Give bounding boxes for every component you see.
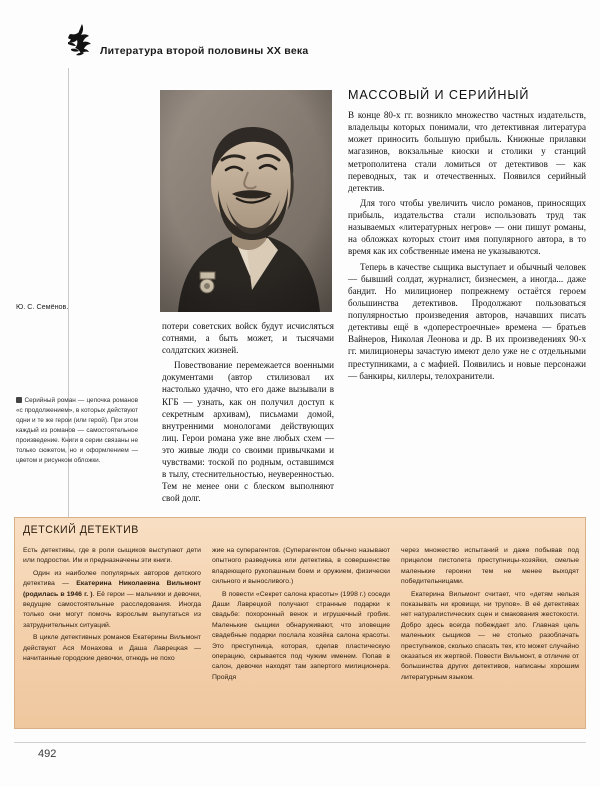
paragraph-lead: Один из наиболее популярных авторов детского детектива — <box>23 569 201 588</box>
paragraph: Есть детективы, где в роли сыщиков выступают дети или подростки. Им и предназначены эти книги. <box>23 547 201 565</box>
paragraph: Теперь в качестве сыщика выступает и обычный человек — бывший солдат, журналист, бизнесмен, а иногда... даже бандит. Но милиционер попрежнему остаётся героем большинства детективов. Продолжают пользоваться популярностью произведения авторов, начавших писать детективы ещё в «доперестроечные» времена — братьев Вайнеров, Николая Леонова и др. В их произведениях 90-х гг. милиционеры зачастую имеют дело уже не с отдельными преступниками, а с мафией. Появились и новые персонажи — банкиры, киллеры, телохранители. <box>348 261 586 381</box>
page-header <box>0 18 600 70</box>
middle-text-column <box>162 320 334 507</box>
right-text-column <box>348 88 586 385</box>
photo-caption: Ю. С. Семёнов. <box>16 302 69 311</box>
leaf-ornament-icon <box>62 22 102 62</box>
page-number: 492 <box>38 748 57 760</box>
paragraph: потери советских войск будут исчисляться сотнями, а быть может, и тысячами солдатских жизней. <box>162 321 334 356</box>
sidebar-box-column-3 <box>401 546 579 724</box>
paragraph: Для того чтобы увеличить число романов, приносящих прибыль, издательства стали использовать труд так называемых «литературных негров» — они пишут романы, на обложках которых стоит имя популярного автора, в то время как их собственные имена не указываются. <box>348 197 586 257</box>
paragraph: В повести «Секрет салона красоты» (1998 г.) соседи Даши Лаврецкой получают странные подарки к свадьбе: похоронный венок и игрушечный гробик. Маленькие сыщики обнаруживают, что зловещие свадебные подарки послала хозяйка салона красоты. Это преступница, которая, сделав пластическую операцию, скрывается под чужим именем. Попав в салон, девочки находят там запертого милиционера. Пройдя <box>212 590 390 681</box>
margin-note-text: Серийный роман — цепочка романов «с продолжением», в которых действуют одни и те же герои (или герой). При этом каждый из романов — самостоятельное произведение. Книги в серии связаны не только сюжетом, но и оформлением — цветом и рисунком обложки. <box>16 397 138 464</box>
sidebar-box <box>14 517 586 729</box>
paragraph: жие на суперагентов. (Суперагентом обычно называют опытного разведчика или детектива, в совершенстве владеющего рукопашным боем и оружием, физически сильного и выносливого.) <box>212 547 390 586</box>
paragraph: через множество испытаний и даже побывав под прицелом пистолета преступницы-хозяйки, смелые маленькие героини тем не менее выходят победительницами. <box>401 547 579 586</box>
section-title: МАССОВЫЙ И СЕРИЙНЫЙ <box>348 88 530 102</box>
paragraph: В цикле детективных романов Екатерины Вильмонт действуют Ася Монахова и Даша Лаврецкая — начитанные городские девочки, отнюдь не похо <box>23 634 201 662</box>
sidebar-box-column-1 <box>23 546 201 724</box>
paragraph-tail: . Её герои — мальчики и девочки, ведущие самостоятельные расследования. Иногда только они могут помочь взрослым выпутаться из затруднительных ситуаций. <box>23 590 201 629</box>
portrait-photo-icon <box>160 90 332 312</box>
sidebar-box-columns <box>23 546 579 724</box>
running-title: Литература второй половины XX века <box>100 45 309 57</box>
paragraph <box>23 569 201 631</box>
margin-note <box>16 396 138 465</box>
sidebar-box-column-2 <box>212 546 390 724</box>
footer-rule <box>14 742 586 743</box>
paragraph: Повествование перемежается военными документами (автор стилизовал их настолько удачно, что его даже вызывали в КГБ — узнать, как он получил доступ к секретным архивам), письмами домой, внутренними монологами действующих лиц. Герои романа уже вне любых схем — это живые люди со своими привычками и чувствами: тоской по родным, оставшимся в тылу, стеснительностью, неуверенностью. Тем не менее они с блеском выполняют свой долг. <box>162 360 334 504</box>
paragraph: Екатерина Вильмонт считает, что «детям нельзя показывать ни кровищи, ни трупов». В её детективах нет натуралистических сцен и смакования жестокости. Добро здесь всегда побеждает зло. Главная цель маленьких сыщиков — не столько разоблачать преступников, сколько спасать тех, кто может случайно оказаться их жертвой. Повести Вильмонт, в отличие от большинства других детективов, написаны хорошим литературным языком. <box>401 590 579 681</box>
author-name: Екатерина Николаевна Вильмонт (родилась в 1946 г. ) <box>23 580 201 598</box>
sidebar-box-title: ДЕТСКИЙ ДЕТЕКТИВ <box>23 524 139 536</box>
square-bullet-icon <box>16 397 22 403</box>
paragraph: В конце 80-х гг. возникло множество частных издательств, владельцы которых понимали, что детективная литература может приносить большую прибыль. Книжные прилавки магазинов, вокзальные киоски и столики у станций метрополитена стали ломиться от детективов — как переводных, так и отечественных. Появился серийный детектив. <box>348 110 586 193</box>
